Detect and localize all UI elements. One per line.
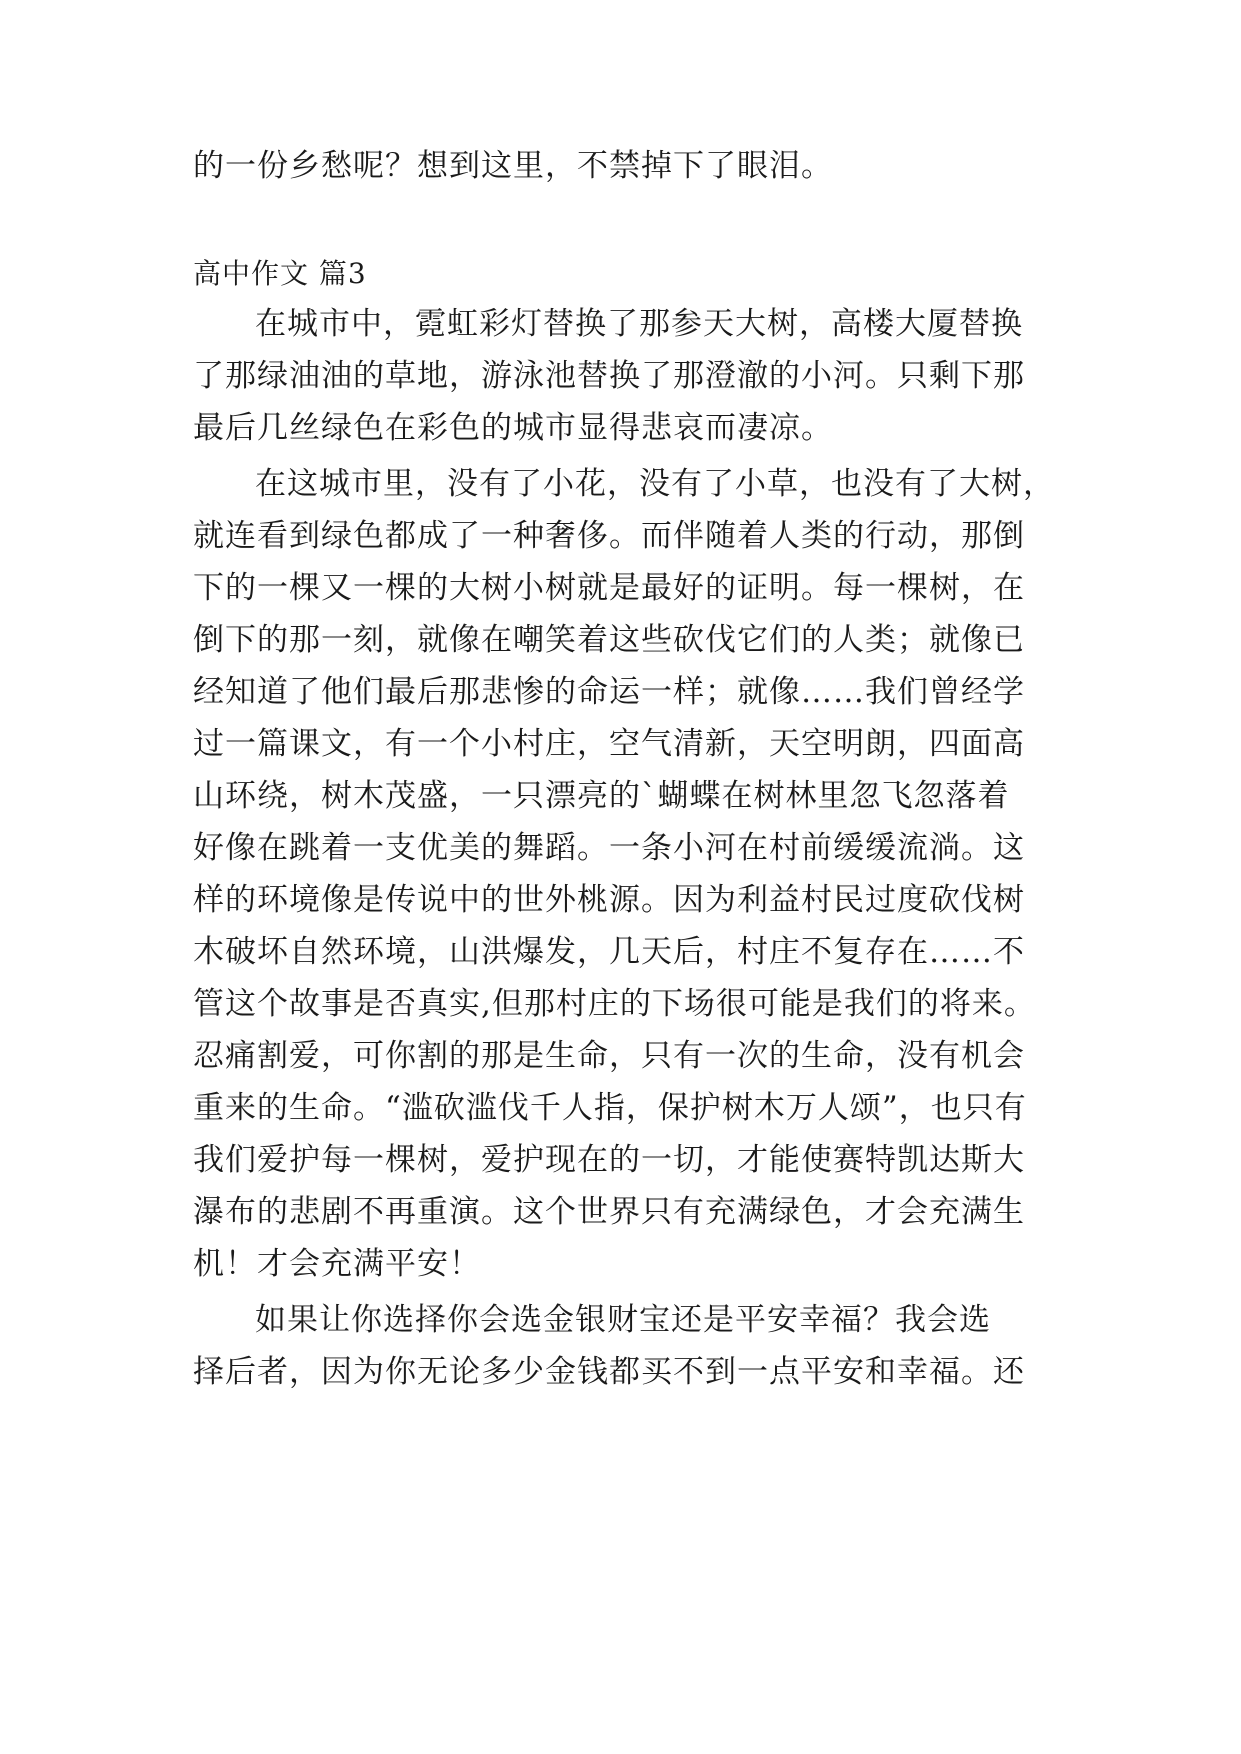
paragraph-line: 管这个故事是否真实,但那村庄的下场很可能是我们的将来。: [193, 986, 1036, 1022]
paragraph-line: 我们爱护每一棵树，爱护现在的一切，才能使赛特凯达斯大: [193, 1142, 1025, 1178]
intro-line: 的一份乡愁呢？想到这里，不禁掉下了眼泪。: [193, 148, 833, 184]
paragraph-line: 瀑布的悲剧不再重演。这个世界只有充满绿色，才会充满生: [193, 1194, 1025, 1230]
paragraph-line: 倒下的那一刻，就像在嘲笑着这些砍伐它们的人类；就像已: [193, 622, 1025, 658]
paragraph-line: 好像在跳着一支优美的舞蹈。一条小河在村前缓缓流淌。这: [193, 830, 1025, 866]
paragraph-line: 就连看到绿色都成了一种奢侈。而伴随着人类的行动，那倒: [193, 518, 1025, 554]
paragraph-line: 山环绕，树木茂盛，一只漂亮的`蝴蝶在树林里忽飞忽落着: [193, 778, 1010, 814]
paragraph-line: 择后者，因为你无论多少金钱都买不到一点平安和幸福。还: [193, 1354, 1025, 1390]
paragraph-line: 机！才会充满平安！: [193, 1246, 481, 1282]
paragraph-line: 如果让你选择你会选金银财宝还是平安幸福？我会选: [255, 1302, 991, 1338]
paragraph-line: 经知道了他们最后那悲惨的命运一样；就像……我们曾经学: [193, 674, 1025, 710]
paragraph-line: 在这城市里，没有了小花，没有了小草，也没有了大树，: [255, 466, 1055, 502]
paragraph-line: 重来的生命。“滥砍滥伐千人指，保护树木万人颂”，也只有: [193, 1090, 1027, 1126]
paragraph-line: 在城市中，霓虹彩灯替换了那参天大树，高楼大厦替换: [255, 306, 1023, 342]
paragraph-line: 样的环境像是传说中的世外桃源。因为利益村民过度砍伐树: [193, 882, 1025, 918]
paragraph-line: 忍痛割爱，可你割的那是生命，只有一次的生命，没有机会: [193, 1038, 1025, 1074]
paragraph-line: 下的一棵又一棵的大树小树就是最好的证明。每一棵树，在: [193, 570, 1025, 606]
section-title: 高中作文 篇3: [193, 257, 367, 290]
paragraph-line: 木破坏自然环境，山洪爆发，几天后，村庄不复存在……不: [193, 934, 1025, 970]
paragraph-line: 了那绿油油的草地，游泳池替换了那澄澈的小河。只剩下那: [193, 358, 1025, 394]
paragraph-line: 过一篇课文，有一个小村庄，空气清新，天空明朗，四面高: [193, 726, 1025, 762]
paragraph-line: 最后几丝绿色在彩色的城市显得悲哀而凄凉。: [193, 410, 833, 446]
